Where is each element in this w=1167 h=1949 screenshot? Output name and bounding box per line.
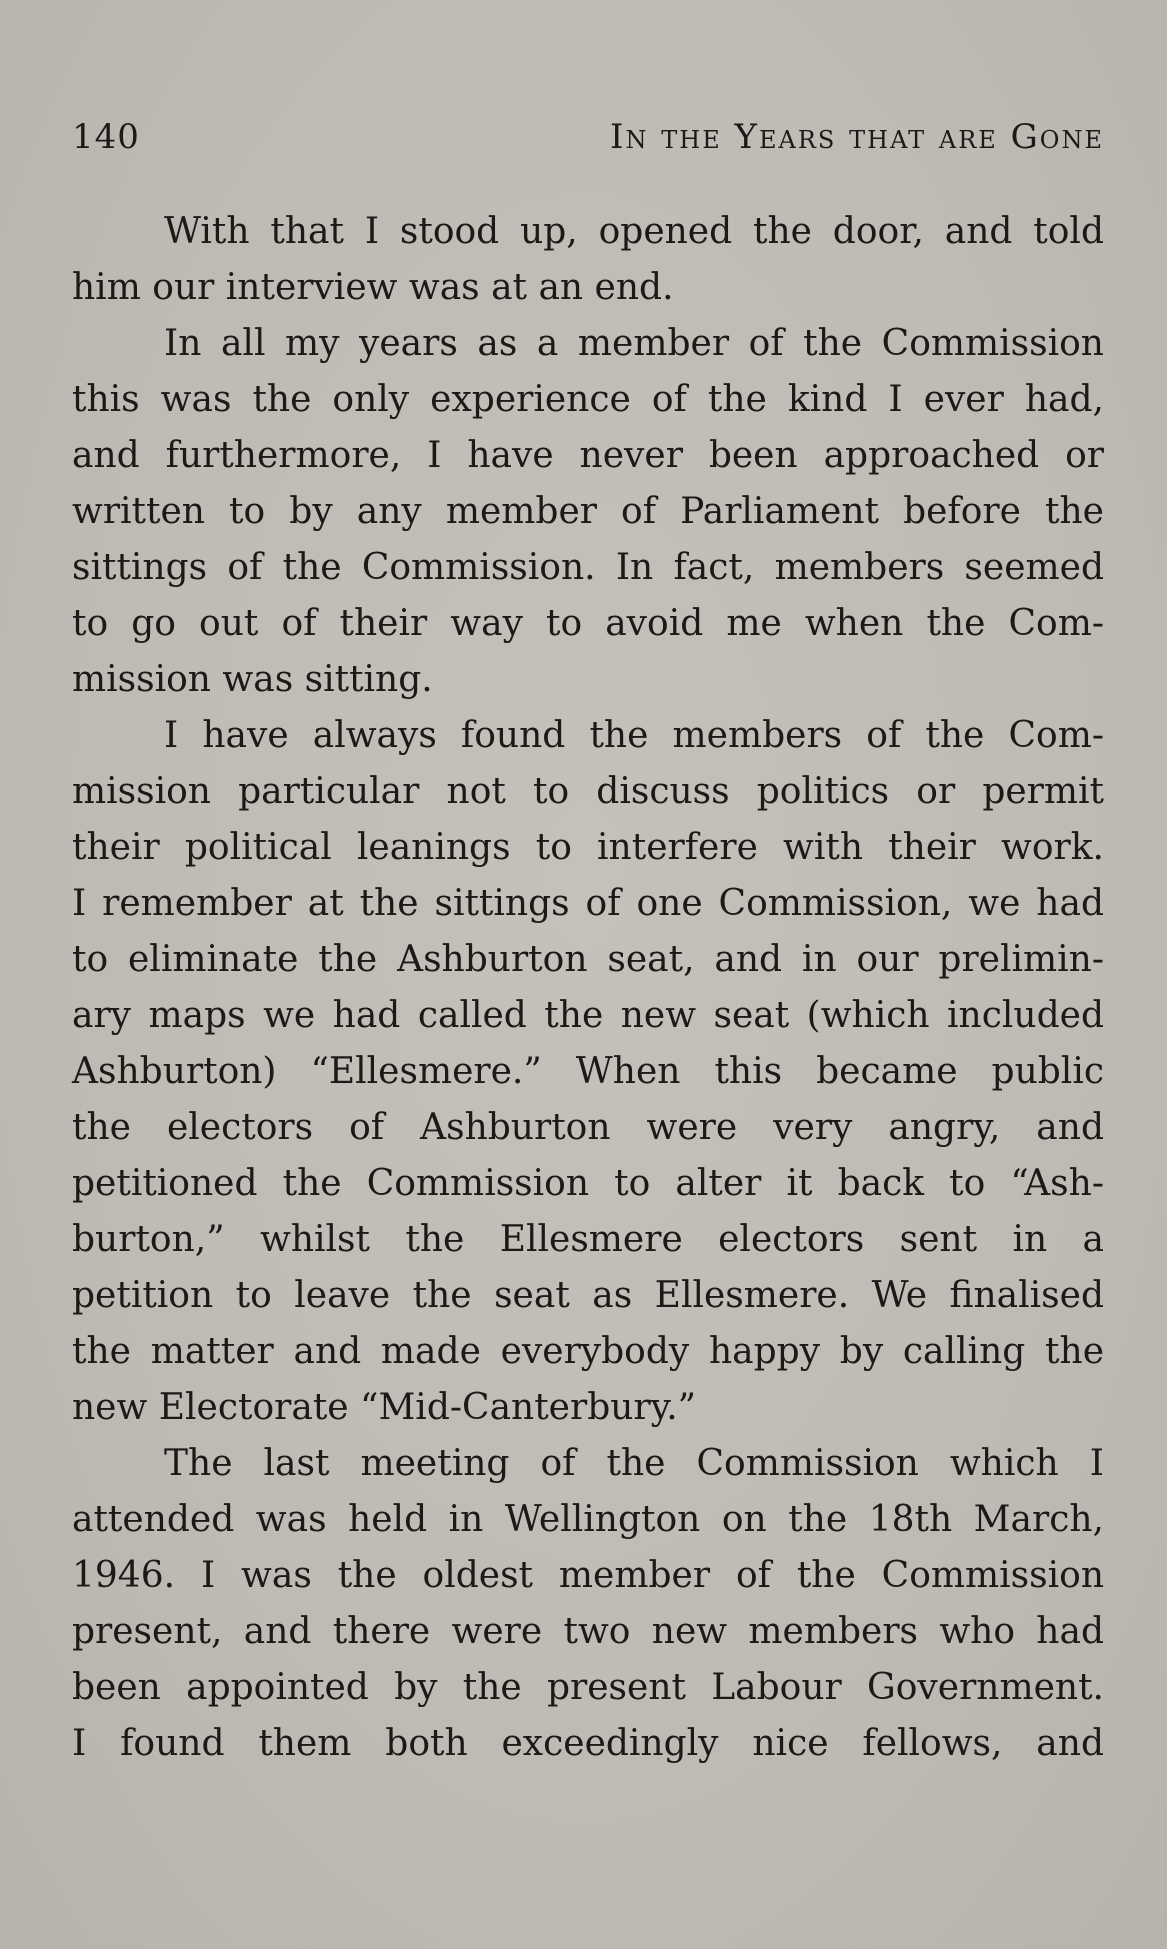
text-line: new Electorate “Mid-Canterbury.”	[72, 1387, 697, 1428]
body-text	[72, 204, 1104, 1772]
text-line: The last meeting of the Commission which I	[164, 1443, 1104, 1484]
text-line: I have always found the members of the Com-	[164, 715, 1104, 756]
page-number: 140	[72, 117, 140, 157]
text-line: petitioned the Commission to alter it back to “Ash-	[72, 1163, 1104, 1204]
text-line: written to by any member of Parliament before the	[72, 491, 1104, 532]
text-line: to go out of their way to avoid me when the Com-	[72, 603, 1104, 644]
text-line: I remember at the sittings of one Commission, we had	[72, 883, 1104, 924]
text-line: this was the only experience of the kind I ever had,	[72, 379, 1104, 420]
text-line: In all my years as a member of the Commission	[164, 323, 1104, 364]
text-line: their political leanings to interfere with their work.	[72, 827, 1104, 868]
text-line: With that I stood up, opened the door, and told	[164, 211, 1104, 252]
running-head: In the Years that are Gone	[610, 117, 1104, 157]
page-header	[72, 112, 1104, 162]
text-line: to eliminate the Ashburton seat, and in our prelimin-	[72, 939, 1104, 980]
text-line: present, and there were two new members who had	[72, 1611, 1104, 1652]
text-line: Ashburton) “Ellesmere.” When this became public	[72, 1051, 1104, 1092]
text-line: 1946. I was the oldest member of the Commission	[72, 1555, 1104, 1596]
text-line: him our interview was at an end.	[72, 267, 674, 308]
text-line: mission particular not to discuss politics or permit	[72, 771, 1104, 812]
text-line: I found them both exceedingly nice fellows, and	[72, 1723, 1104, 1764]
text-line: attended was held in Wellington on the 18th March,	[72, 1499, 1104, 1540]
text-line: sittings of the Commission. In fact, members seemed	[72, 547, 1104, 588]
text-line: mission was sitting.	[72, 659, 433, 700]
text-line: petition to leave the seat as Ellesmere. We finalised	[72, 1275, 1104, 1316]
text-line: the matter and made everybody happy by calling the	[72, 1331, 1104, 1372]
text-line: ary maps we had called the new seat (which included	[72, 995, 1104, 1036]
text-line: burton,” whilst the Ellesmere electors sent in a	[72, 1219, 1104, 1260]
text-line: been appointed by the present Labour Government.	[72, 1667, 1104, 1708]
text-line: and furthermore, I have never been approached or	[72, 435, 1104, 476]
text-line: the electors of Ashburton were very angry, and	[72, 1107, 1104, 1148]
